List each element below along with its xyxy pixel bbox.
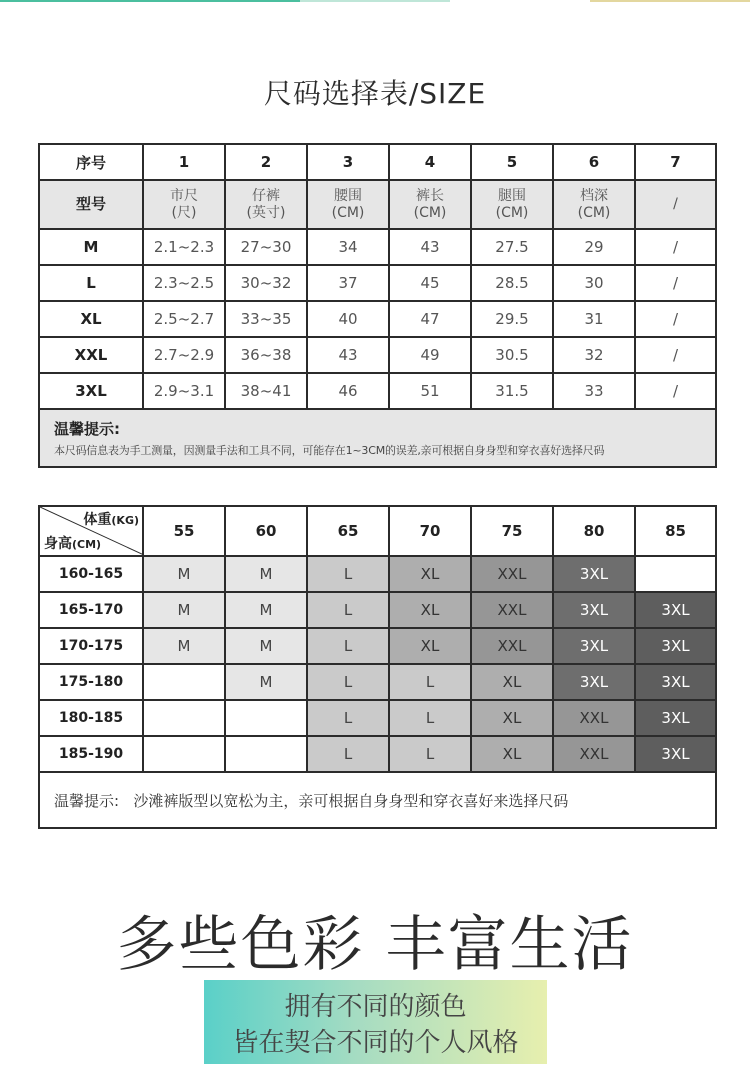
table-cell: 30~32: [225, 265, 307, 301]
size-cell: L: [307, 664, 389, 700]
height-axis-label: 身高(CM): [44, 536, 102, 552]
table-cell: 29: [553, 229, 635, 265]
slogan-heading: 多些色彩 丰富生活: [116, 910, 634, 980]
size-cell: XL: [471, 736, 553, 772]
table-row: [39, 664, 716, 700]
size-label: M: [39, 229, 143, 265]
size-cell: XXL: [471, 592, 553, 628]
table-cell: 2.5~2.7: [143, 301, 225, 337]
header-cell: 2: [225, 144, 307, 180]
table-cell: 29.5: [471, 301, 553, 337]
size-cell: XL: [389, 556, 471, 592]
table-cell: /: [635, 337, 716, 373]
page-title: 尺码选择表/SIZE: [263, 77, 487, 110]
size-cell: 3XL: [635, 592, 716, 628]
table-row: [39, 373, 716, 409]
table-cell: 32: [553, 337, 635, 373]
banner-line-1: 拥有不同的颜色: [284, 992, 467, 1022]
table-cell: 46: [307, 373, 389, 409]
table-cell: 31.5: [471, 373, 553, 409]
weight-height-size-table: [38, 505, 717, 829]
size-cell: L: [307, 628, 389, 664]
table-cell: /: [635, 301, 716, 337]
weight-header-cell: 55: [143, 506, 225, 556]
size-cell: XXL: [553, 736, 635, 772]
header-cell: 7: [635, 144, 716, 180]
size-cell: 3XL: [553, 556, 635, 592]
size-cell: XXL: [553, 700, 635, 736]
table-cell: 36~38: [225, 337, 307, 373]
weight-header-cell: 65: [307, 506, 389, 556]
weight-header-cell: 70: [389, 506, 471, 556]
table-cell: 47: [389, 301, 471, 337]
height-label: 170-175: [39, 628, 143, 664]
note-cell: 温馨提示: 沙滩裤版型以宽松为主，亲可根据自身身型和穿衣喜好来选择尺码: [39, 772, 716, 828]
size-cell: XXL: [471, 556, 553, 592]
size-cell: M: [225, 628, 307, 664]
type-cell: 档深 (CM): [553, 180, 635, 229]
table-cell: 31: [553, 301, 635, 337]
table-cell: 2.7~2.9: [143, 337, 225, 373]
table-cell: 38~41: [225, 373, 307, 409]
height-label: 160-165: [39, 556, 143, 592]
size-cell: XL: [389, 628, 471, 664]
size-cell: XL: [389, 592, 471, 628]
size-cell: L: [307, 736, 389, 772]
note-cell: [39, 409, 716, 467]
size-cell: M: [225, 556, 307, 592]
size-cell: 3XL: [635, 736, 716, 772]
size-cell: [225, 736, 307, 772]
table-cell: 43: [389, 229, 471, 265]
size-cell: M: [143, 628, 225, 664]
size-cell: 3XL: [635, 664, 716, 700]
weight-header-cell: 85: [635, 506, 716, 556]
table-cell: 2.3~2.5: [143, 265, 225, 301]
table-row: [39, 229, 716, 265]
table-cell: 2.9~3.1: [143, 373, 225, 409]
table-cell: 2.1~2.3: [143, 229, 225, 265]
table-cell: 49: [389, 337, 471, 373]
height-label: 175-180: [39, 664, 143, 700]
weight-axis-label: 体重(KG): [83, 512, 139, 528]
table-cell: 40: [307, 301, 389, 337]
header-cell: 3: [307, 144, 389, 180]
header-cell: 4: [389, 144, 471, 180]
size-cell: 3XL: [635, 700, 716, 736]
table-cell: 33: [553, 373, 635, 409]
table-row: [39, 700, 716, 736]
size-cell: L: [389, 664, 471, 700]
table-cell: 37: [307, 265, 389, 301]
size-cell: XL: [471, 700, 553, 736]
size-cell: 3XL: [553, 664, 635, 700]
table-row: [39, 592, 716, 628]
table-row: [39, 301, 716, 337]
size-label: 3XL: [39, 373, 143, 409]
banner-line-2: 皆在契合不同的个人风格: [232, 1028, 519, 1058]
size-cell: 3XL: [553, 592, 635, 628]
table-cell: /: [635, 373, 716, 409]
size-cell: [635, 556, 716, 592]
table-cell: 30: [553, 265, 635, 301]
height-label: 165-170: [39, 592, 143, 628]
top-decor-strip: [0, 0, 750, 3]
table-cell: 51: [389, 373, 471, 409]
size-cell: M: [225, 664, 307, 700]
type-cell: 裤长 (CM): [389, 180, 471, 229]
weight-header-cell: 60: [225, 506, 307, 556]
table-cell: 30.5: [471, 337, 553, 373]
size-cell: M: [143, 556, 225, 592]
size-cell: L: [307, 700, 389, 736]
type-cell: 市尺 (尺): [143, 180, 225, 229]
height-label: 185-190: [39, 736, 143, 772]
size-label: XXL: [39, 337, 143, 373]
weight-header-cell: 75: [471, 506, 553, 556]
table-header-row: [39, 144, 716, 180]
table-cell: 34: [307, 229, 389, 265]
type-cell: /: [635, 180, 716, 229]
size-label: XL: [39, 301, 143, 337]
size-cell: M: [225, 592, 307, 628]
size-cell: [143, 736, 225, 772]
table-row: [39, 337, 716, 373]
note-body: 本尺码信息表为手工测量，因测量手法和工具不同，可能存在1~3CM的误差,亲可根据自身身型和穿衣喜好选择尺码: [54, 444, 605, 457]
table-cell: 27.5: [471, 229, 553, 265]
header-index-label: 序号: [39, 144, 143, 180]
note-title: 温馨提示:: [54, 420, 120, 438]
table-row: [39, 556, 716, 592]
size-cell: XXL: [471, 628, 553, 664]
size-cell: XL: [471, 664, 553, 700]
table-row: [39, 265, 716, 301]
diagonal-corner-cell: [39, 506, 143, 556]
table-cell: /: [635, 265, 716, 301]
size-cell: L: [307, 592, 389, 628]
table-row: [39, 628, 716, 664]
header-cell: 1: [143, 144, 225, 180]
table-cell: 28.5: [471, 265, 553, 301]
type-cell: 腰围 (CM): [307, 180, 389, 229]
table-row: [39, 736, 716, 772]
table-cell: /: [635, 229, 716, 265]
size-cell: [225, 700, 307, 736]
table-cell: 45: [389, 265, 471, 301]
size-cell: L: [389, 700, 471, 736]
note-row: [39, 772, 716, 828]
table-header-row: [39, 506, 716, 556]
size-cell: 3XL: [553, 628, 635, 664]
size-cell: [143, 700, 225, 736]
size-label: L: [39, 265, 143, 301]
table-cell: 43: [307, 337, 389, 373]
type-label: 型号: [39, 180, 143, 229]
size-cell: M: [143, 592, 225, 628]
type-row: [39, 180, 716, 229]
size-cell: L: [389, 736, 471, 772]
size-cell: L: [307, 556, 389, 592]
weight-header-cell: 80: [553, 506, 635, 556]
type-cell: 仔裤 (英寸): [225, 180, 307, 229]
header-cell: 5: [471, 144, 553, 180]
table-cell: 33~35: [225, 301, 307, 337]
size-cell: [143, 664, 225, 700]
note-row: [39, 409, 716, 467]
type-cell: 腿围 (CM): [471, 180, 553, 229]
height-label: 180-185: [39, 700, 143, 736]
header-cell: 6: [553, 144, 635, 180]
slogan-banner: [204, 980, 547, 1064]
table-cell: 27~30: [225, 229, 307, 265]
size-cell: 3XL: [635, 628, 716, 664]
size-spec-table: [38, 143, 717, 468]
